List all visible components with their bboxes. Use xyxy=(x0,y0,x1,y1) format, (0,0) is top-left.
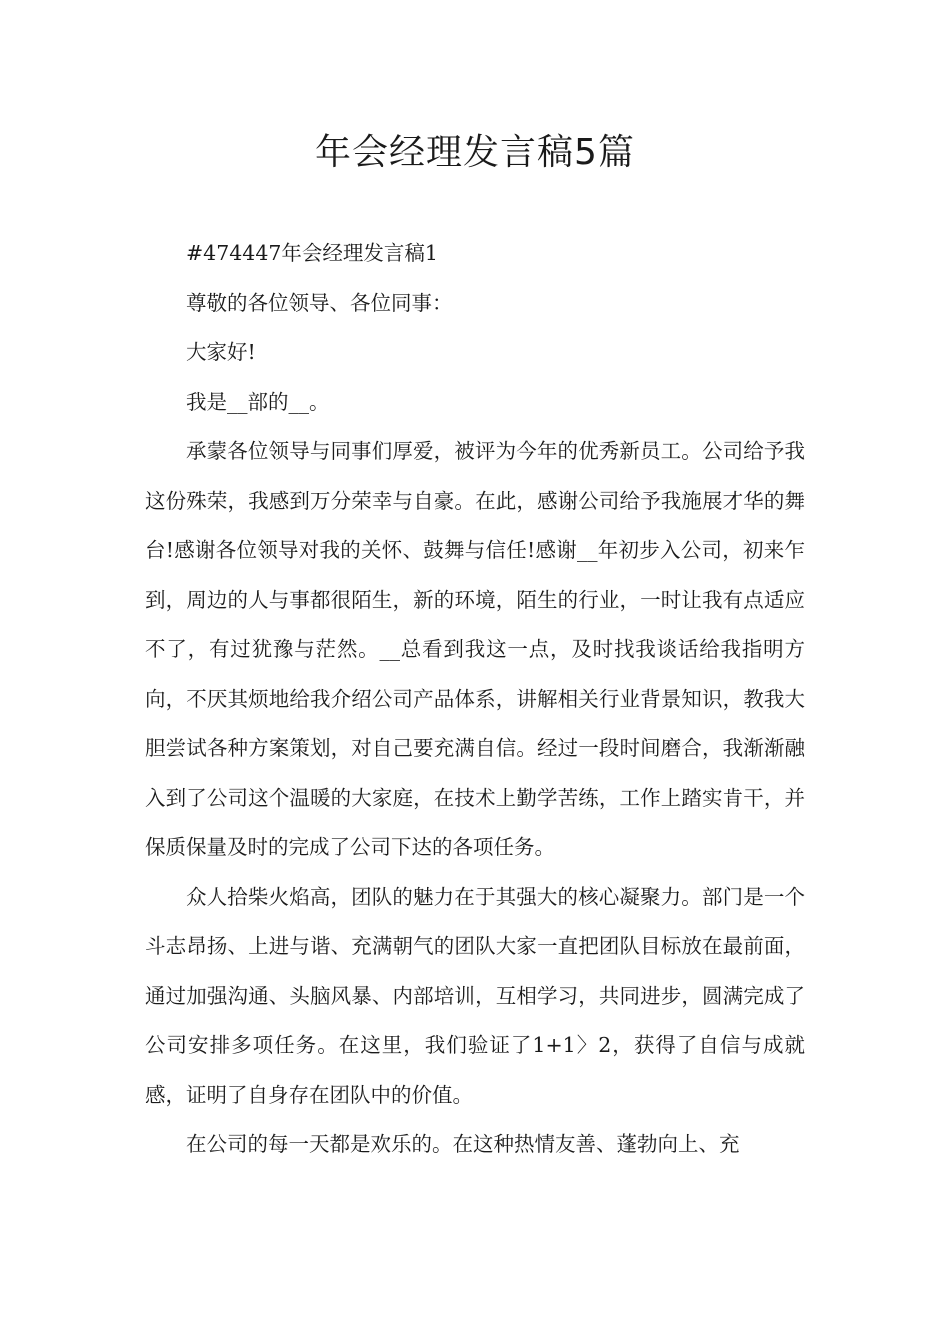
paragraph-body: 众人拾柴火焰高，团队的魅力在于其强大的核心凝聚力。部门是一个斗志昂扬、上进与谐、充满朝气的团队大家一直把团队目标放在最前面，通过加强沟通、头脑风暴、内部培训，互相学习，共同进步，圆满完成了公司安排多项任务。在这里，我们验证了1+1〉2，获得了自信与成就感，证明了自身存在团队中的价值。 xyxy=(145,884,805,1107)
paragraph-introduction: 我是__部的__。 xyxy=(186,389,330,414)
document-body xyxy=(145,229,805,1170)
paragraph-heading: #474447年会经理发言稿1 xyxy=(186,241,438,265)
paragraph-body: 在公司的每一天都是欢乐的。在这种热情友善、蓬勃向上、充 xyxy=(186,1132,740,1156)
document-title: 年会经理发言稿5篇 xyxy=(315,132,635,173)
paragraph-body: 承蒙各位领导与同事们厚爱，被评为今年的优秀新员工。公司给予我这份殊荣，我感到万分荣幸与自豪。在此，感谢公司给予我施展才华的舞台!感谢各位领导对我的关怀、鼓舞与信任!感谢__年初步入公司，初来乍到，周边的人与事都很陌生，新的环境，陌生的行业，一时让我有点适应不了，有过犹豫与茫然。__总看到我这一点，及时找我谈话给我指明方向，不厌其烦地给我介绍公司产品体系，讲解相关行业背景知识，教我大胆尝试各种方案策划，对自己要充满自信。经过一段时间磨合，我渐渐融入到了公司这个温暖的大家庭，在技术上勤学苦练，工作上踏实肯干，并保质保量及时的完成了公司下达的各项任务。 xyxy=(145,439,805,859)
paragraph-salutation: 尊敬的各位领导、各位同事： xyxy=(186,290,453,315)
paragraph-greeting: 大家好! xyxy=(186,340,256,364)
